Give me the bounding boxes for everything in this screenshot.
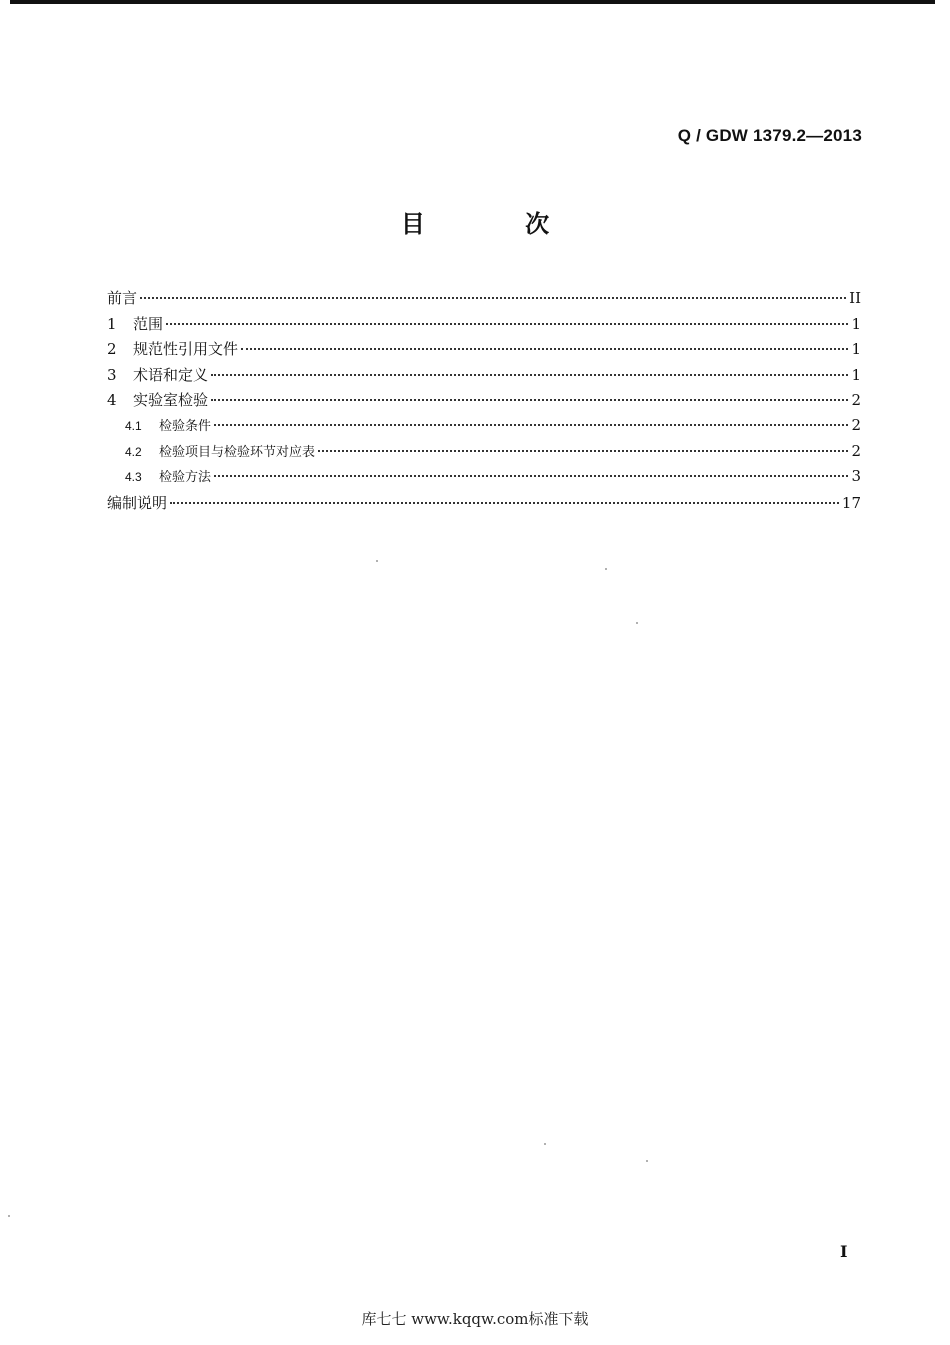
toc-entry-inspection-conditions[interactable]: [107, 415, 861, 441]
toc-entry-compilation-notes[interactable]: [107, 492, 861, 518]
toc-entry-page: 3: [851, 467, 861, 486]
toc-entry-text: 前言: [107, 289, 138, 307]
toc-entry-text: 规范性引用文件: [133, 340, 239, 359]
toc-entry-text: 术语和定义: [133, 365, 209, 384]
toc-dot-leader: [170, 502, 839, 504]
toc-entry-text: 检验方法: [159, 470, 212, 486]
scan-speck: [544, 1143, 546, 1145]
toc-title: 目 次: [400, 210, 596, 238]
footer-watermark: 库七七 www.kqqw.com标准下载: [361, 1310, 589, 1328]
table-of-contents: [107, 287, 861, 517]
toc-dot-leader: [214, 424, 848, 426]
toc-entry-normative-references[interactable]: [107, 338, 861, 364]
toc-dot-leader: [166, 323, 848, 325]
toc-entry-text: 检验条件: [159, 418, 212, 434]
scan-speck: [646, 1160, 648, 1162]
toc-dot-leader: [140, 297, 846, 299]
scan-speck: [605, 568, 607, 570]
page-number: I: [840, 1242, 848, 1261]
toc-entry-lab-inspection[interactable]: [107, 389, 861, 415]
toc-entry-page: 2: [851, 391, 861, 410]
toc-entry-text: 检验项目与检验环节对应表: [159, 444, 316, 460]
scan-speck: [376, 560, 378, 562]
toc-dot-leader: [214, 475, 848, 477]
toc-entry-foreword[interactable]: [107, 287, 861, 313]
toc-entry-text: 范围: [133, 314, 164, 333]
toc-entry-page: 17: [841, 493, 861, 512]
toc-entry-page: 2: [851, 415, 861, 434]
toc-entry-scope[interactable]: [107, 313, 861, 339]
toc-entry-page: 1: [851, 365, 861, 384]
toc-entry-text: 实验室检验: [133, 391, 209, 410]
toc-dot-leader: [318, 450, 848, 452]
toc-entry-text: 编制说明: [107, 493, 168, 512]
toc-dot-leader: [241, 348, 848, 350]
toc-entry-number: 1: [107, 314, 117, 333]
scan-speck: [636, 622, 638, 624]
toc-dot-leader: [211, 374, 848, 376]
document-code: Q / GDW 1379.2—2013: [677, 126, 862, 145]
scan-speck: [8, 1215, 10, 1217]
toc-entry-number: 4: [107, 391, 117, 410]
toc-dot-leader: [211, 399, 848, 401]
toc-entry-number: 4.2: [125, 444, 142, 459]
toc-entry-inspection-items-table[interactable]: [107, 441, 861, 467]
toc-entry-page: 1: [851, 314, 861, 333]
toc-entry-number: 4.3: [125, 470, 142, 485]
toc-entry-inspection-methods[interactable]: [107, 466, 861, 492]
toc-entry-page: II: [849, 289, 861, 307]
toc-entry-page: 2: [851, 441, 861, 460]
toc-entry-page: 1: [851, 340, 861, 359]
toc-entry-number: 3: [107, 365, 117, 384]
top-border-rule: [10, 0, 935, 4]
toc-entry-number: 4.1: [125, 418, 142, 433]
toc-entry-number: 2: [107, 340, 117, 359]
toc-entry-terms-definitions[interactable]: [107, 364, 861, 390]
